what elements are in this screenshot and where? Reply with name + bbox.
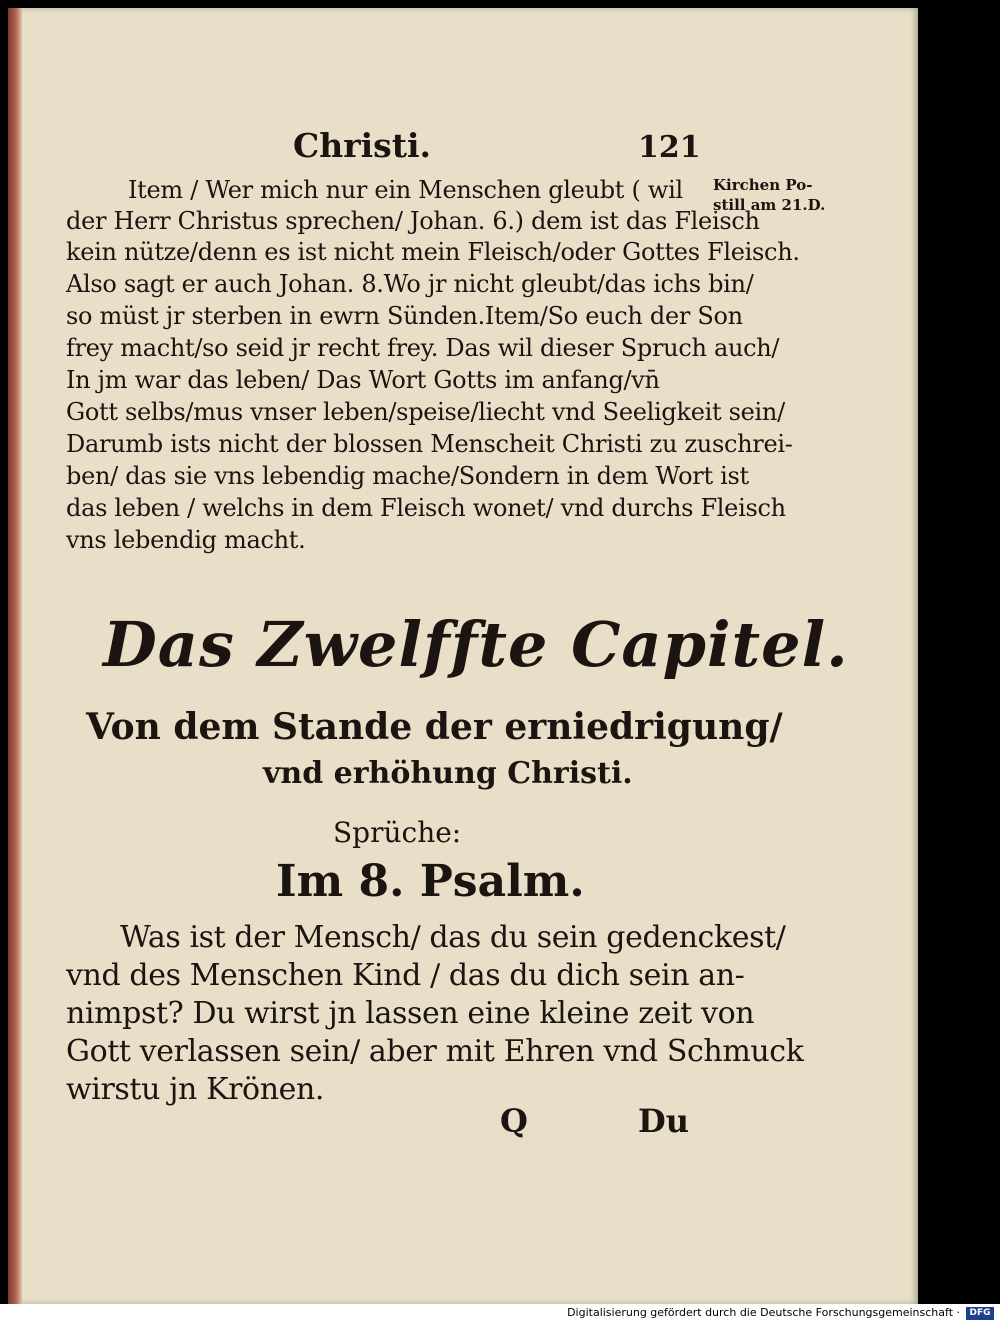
body-line-8: Gott selbs/mus vnser leben/speise/liecht vnd Seeligkeit sein/: [66, 398, 785, 426]
verse-line-5: wirstu jn Krönen.: [66, 1072, 325, 1107]
body-line-10: ben/ das sie vns lebendig mache/Sondern in dem Wort ist: [66, 462, 749, 490]
body-line-12: vns lebendig macht.: [66, 526, 306, 554]
body-line-9: Darumb ists nicht der blossen Menscheit Christi zu zuschrei-: [66, 430, 793, 458]
verse-line-3: nimpst? Du wirst jn lassen eine kleine zeit von: [66, 996, 755, 1031]
footer-bar: [0, 1304, 1000, 1323]
verse-line-2: vnd des Menschen Kind / das du dich sein an-: [66, 958, 745, 993]
margin-note-line-2: still am 21.D.: [713, 196, 826, 214]
body-line-7: In jm war das leben/ Das Wort Gotts im anfang/vn̄: [66, 366, 660, 394]
body-line-6: frey macht/so seid jr recht frey. Das wil dieser Spruch auch/: [66, 334, 780, 362]
signature-mark: Q: [500, 1102, 528, 1140]
dfg-logo: DFG: [966, 1307, 994, 1320]
chapter-subtitle-line-1: Von dem Stande der erniedrigung/: [86, 706, 783, 748]
catchword: Du: [638, 1102, 690, 1140]
margin-note-line-1: Kirchen Po-: [713, 176, 813, 194]
sprueche-label: Sprüche:: [333, 816, 462, 849]
body-line-5: so müst jr sterben in ewrn Sünden.Item/So euch der Son: [66, 302, 743, 330]
body-line-2: der Herr Christus sprechen/ Johan. 6.) dem ist das Fleisch: [66, 207, 760, 235]
page-number: 121: [638, 130, 701, 165]
body-line-11: das leben / welchs in dem Fleisch wonet/ vnd durchs Fleisch: [66, 494, 786, 522]
book-page: [8, 8, 918, 1304]
body-line-4: Also sagt er auch Johan. 8.Wo jr nicht gleubt/das ichs bin/: [66, 270, 754, 298]
psalm-heading: Im 8. Psalm.: [276, 856, 585, 907]
verse-line-1: Was ist der Mensch/ das du sein gedenckest/: [120, 920, 786, 955]
verse-line-4: Gott verlassen sein/ aber mit Ehren vnd Schmuck: [66, 1034, 804, 1069]
chapter-subtitle-line-2: vnd erhöhung Christi.: [263, 756, 633, 791]
chapter-heading: Das Zwelffte Capitel.: [103, 608, 849, 681]
body-line-1: Item / Wer mich nur ein Menschen gleubt ( wil: [128, 176, 683, 204]
running-header-title: Christi.: [293, 126, 432, 165]
page-edge: [8, 8, 22, 1304]
footer-credit: Digitalisierung gefördert durch die Deutsche Forschungsgemeinschaft ·: [567, 1306, 960, 1319]
body-line-3: kein nütze/denn es ist nicht mein Fleisch/oder Gottes Fleisch.: [66, 238, 800, 266]
